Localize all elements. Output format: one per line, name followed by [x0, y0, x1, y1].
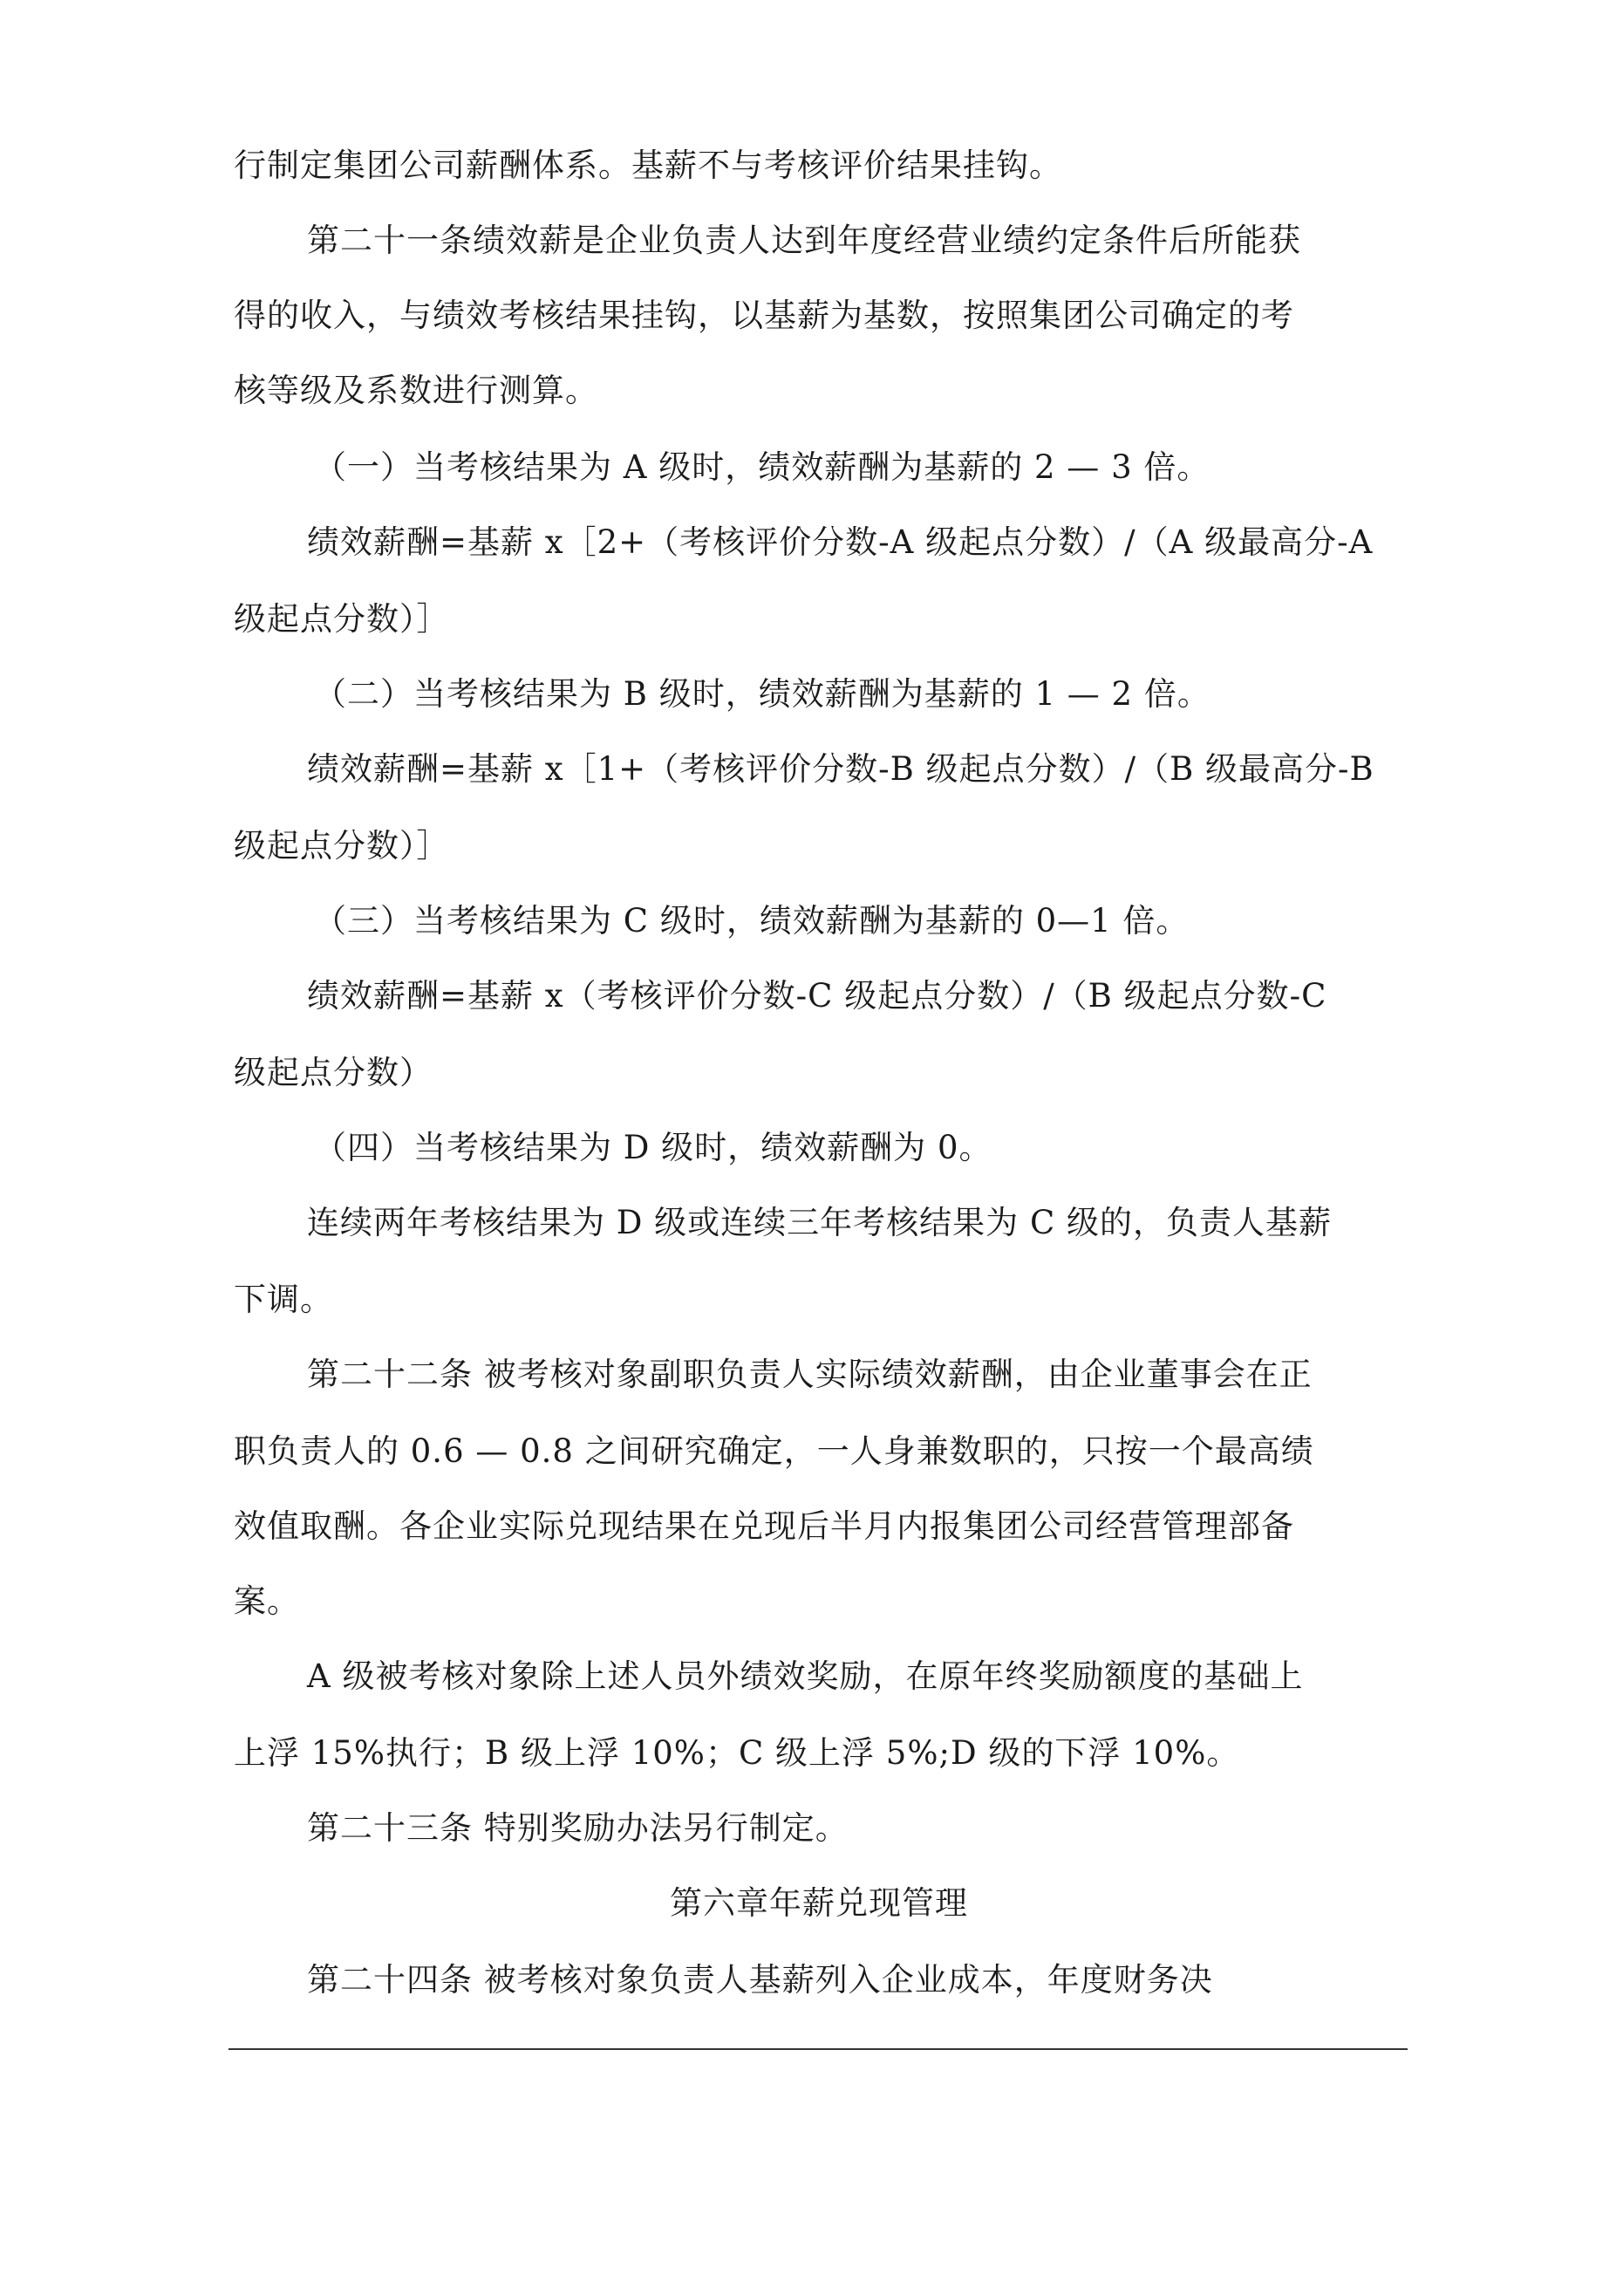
clause-a-heading: （一）当考核结果为 A 级时，绩效薪酬为基薪的 2 — 3 倍。	[314, 448, 1210, 486]
formula-c-line: 级起点分数）	[234, 1054, 433, 1091]
text-line: 职负责人的 0.6 — 0.8 之间研究确定，一人身兼数职的，只按一个最高绩	[234, 1432, 1314, 1470]
article-24-line: 第二十四条 被考核对象负责人基薪列入企业成本，年度财务决	[307, 1961, 1213, 1999]
formula-a-line: 绩效薪酬=基薪 x［2+（考核评价分数-A 级起点分数）/（A 级最高分-A	[307, 523, 1374, 561]
clause-d-heading: （四）当考核结果为 D 级时，绩效薪酬为 0。	[314, 1129, 992, 1166]
article-22-line: 第二十二条 被考核对象副职负责人实际绩效薪酬，由企业董事会在正	[307, 1356, 1313, 1393]
article-21-line: 第二十一条绩效薪是企业负责人达到年度经营业绩约定条件后所能获	[307, 222, 1301, 259]
text-line: 效值取酬。各企业实际兑现结果在兑现后半月内报集团公司经营管理部备	[234, 1507, 1294, 1545]
formula-b-line: 绩效薪酬=基薪 x［1+（考核评价分数-B 级起点分数）/（B 级最高分-B	[307, 750, 1374, 788]
formula-c-line: 绩效薪酬=基薪 x（考核评价分数-C 级起点分数）/（B 级起点分数-C	[307, 977, 1327, 1015]
formula-a-line: 级起点分数）］	[234, 600, 450, 638]
clause-c-heading: （三）当考核结果为 C 级时，绩效薪酬为基薪的 0—1 倍。	[314, 902, 1190, 940]
text-line: A 级被考核对象除上述人员外绩效奖励，在原年终奖励额度的基础上	[307, 1657, 1304, 1695]
text-line: 案。	[234, 1582, 300, 1620]
text-line: 连续两年考核结果为 D 级或连续三年考核结果为 C 级的，负责人基薪	[307, 1204, 1333, 1241]
text-line: 得的收入，与绩效考核结果挂钩，以基薪为基数，按照集团公司确定的考	[234, 297, 1294, 334]
text-line: 上浮 15%执行；B 级上浮 10%；C 级上浮 5%;D 级的下浮 10%。	[234, 1734, 1240, 1772]
article-23-line: 第二十三条 特别奖励办法另行制定。	[307, 1809, 849, 1847]
footer-divider	[228, 2048, 1408, 2050]
clause-b-heading: （二）当考核结果为 B 级时，绩效薪酬为基薪的 1 — 2 倍。	[314, 675, 1210, 713]
text-line: 核等级及系数进行测算。	[234, 372, 598, 409]
formula-b-line: 级起点分数）］	[234, 827, 450, 864]
text-line: 行制定集团公司薪酬体系。基薪不与考核评价结果挂钩。	[234, 147, 1062, 184]
text-line: 下调。	[234, 1281, 333, 1318]
chapter-heading: 第六章年薪兑现管理	[670, 1884, 968, 1922]
